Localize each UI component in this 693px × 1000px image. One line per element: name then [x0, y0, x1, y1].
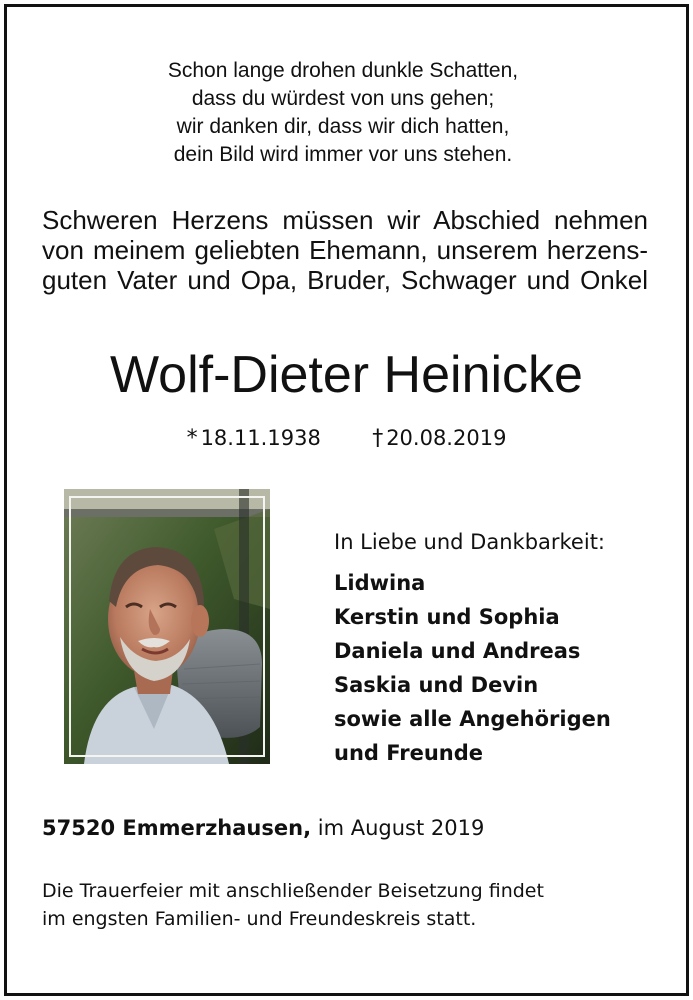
mourner-name: und Freunde — [334, 741, 484, 765]
poem-line: dein Bild wird immer vor uns stehen. — [173, 143, 513, 166]
notice-line: im engsten Familien- und Freundeskreis statt. — [42, 908, 477, 930]
place-month: im August 2019 — [317, 816, 485, 840]
mourner-name: Kerstin und Sophia — [334, 605, 560, 629]
mourners-heading: In Liebe und Dankbarkeit: — [334, 530, 606, 554]
intro-line: guten Vater und Opa, Bruder, Schwager und Onkel — [42, 265, 648, 295]
poem-line: dass du würdest von uns gehen; — [191, 87, 495, 110]
mourners — [334, 526, 674, 770]
place-location: 57520 Emmerzhausen, — [42, 816, 312, 840]
birth-star-icon: * — [186, 426, 198, 451]
death-date: 20.08.2019 — [386, 426, 507, 450]
funeral-notice — [42, 877, 662, 933]
life-dates — [0, 423, 693, 454]
mourner-name: Daniela und Andreas — [334, 639, 581, 663]
portrait-photo — [64, 489, 270, 764]
mourner-name: sowie alle Angehörigen — [334, 707, 611, 731]
poem-line: wir danken dir, dass wir dich hatten, — [176, 115, 510, 138]
mourner-name: Saskia und Devin — [334, 673, 539, 697]
place-date — [42, 812, 662, 844]
birth-date: 18.11.1938 — [200, 426, 321, 450]
death-cross-icon: † — [372, 426, 384, 451]
mourner-name: Lidwina — [334, 571, 426, 595]
poem — [0, 57, 686, 169]
notice-line: Die Trauerfeier mit anschließender Beisetzung findet — [42, 880, 544, 902]
intro-line: Schweren Herzens müssen wir Abschied nehmen — [42, 205, 648, 235]
poem-line: Schon lange drohen dunkle Schatten, — [167, 59, 519, 82]
intro-line: von meinem geliebten Ehemann, unserem herzens- — [42, 235, 648, 265]
intro-text — [42, 205, 648, 295]
deceased-name: Wolf-Dieter Heinicke — [110, 346, 583, 404]
